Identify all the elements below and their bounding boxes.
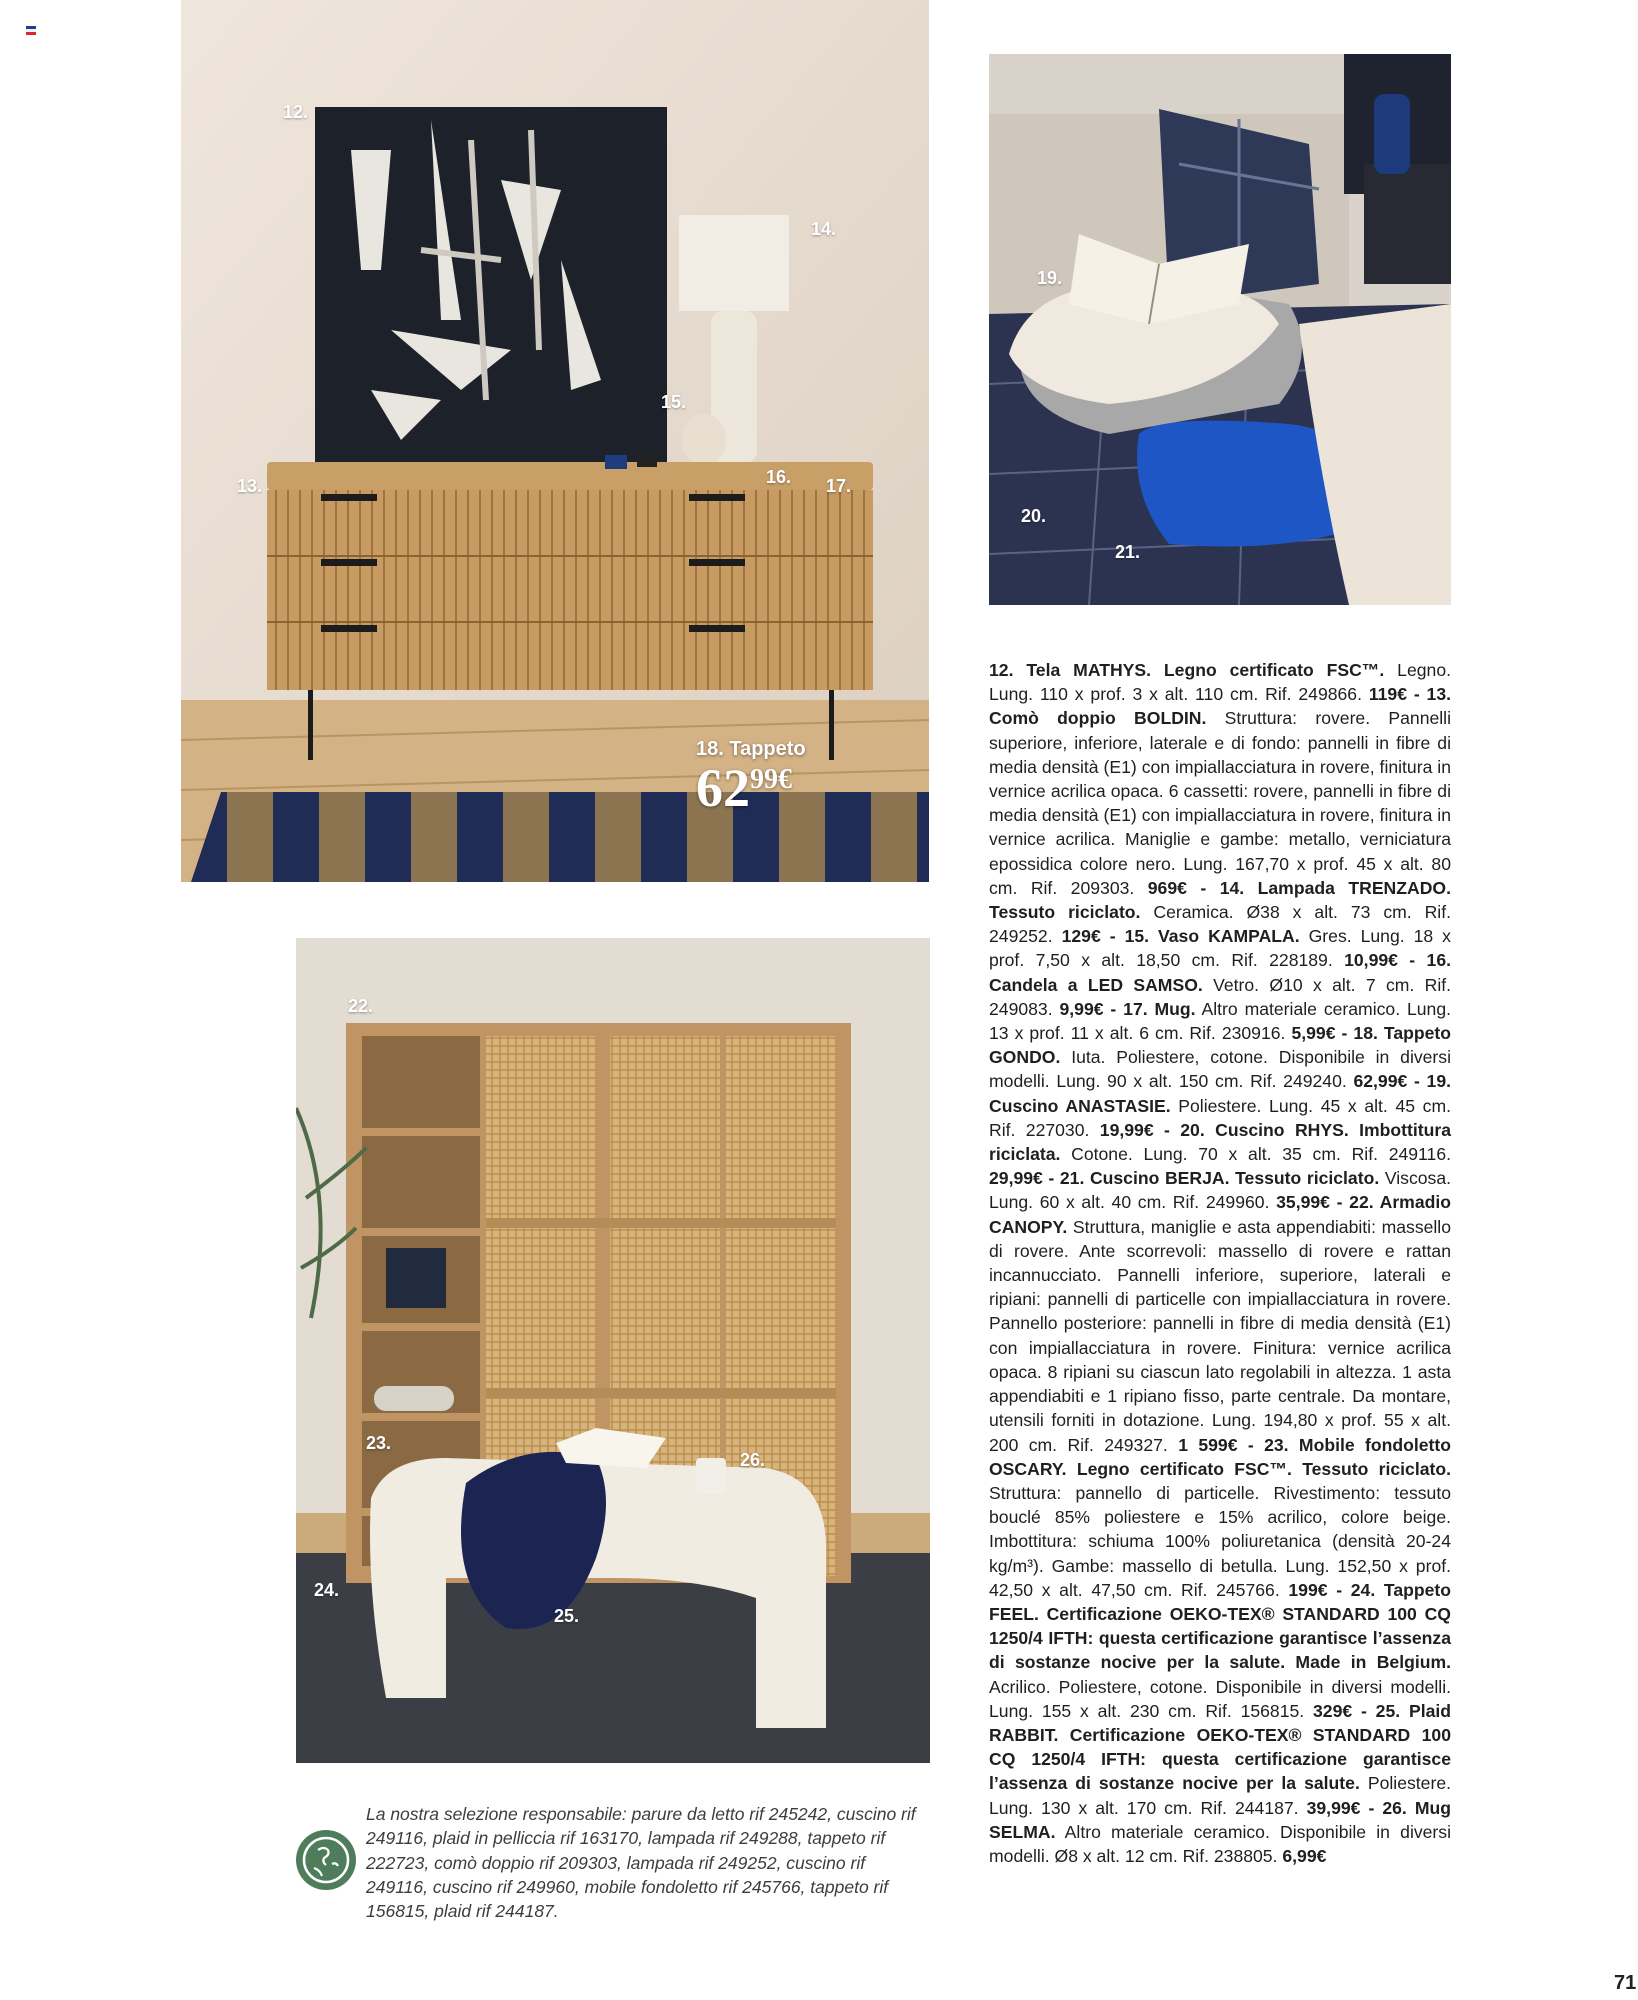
product-heading: 129€ - 15. Vaso KAMPALA. bbox=[1061, 926, 1300, 947]
product-details: Legno. Lung. 110 x prof. 3 x alt. 110 cm. Rif. 249866. bbox=[989, 660, 1451, 705]
product-details: Altro materiale ceramico. Lung. 13 x prof. 11 x alt. 6 cm. Rif. 230916. bbox=[989, 998, 1452, 1044]
label-19: 19. bbox=[1037, 268, 1063, 288]
price-tag-cents: 99€ bbox=[750, 764, 792, 795]
product-details: Struttura, maniglie e asta appendiabiti: massello di rovere. Ante scorrevoli: massello di rovere e rattan incannucciato. Pannelli inferiore, superiore, laterali e ripiani: pannelli di particelle con impiallacciatura in rovere. Pannello posteriore: pannelli in fibre di media densità (E1) con impiallacciatura in rovere. Finitura: vernice acrilica opaca. 8 ripiani su ciascun lato regolabili in altezza. 1 asta appendiabiti e 1 ripiano fisso, parte centrale. Da montare, utensili forniti in dotazione. Lung. 194,80 x prof. 55 x alt. 200 cm. Rif. 249327. bbox=[989, 1216, 1451, 1455]
product-details: Gres. Lung. 18 x prof. 7,50 x alt. 18,50 cm. Rif. 228189. bbox=[989, 926, 1451, 971]
product-details: Cotone. Lung. 70 x alt. 35 cm. Rif. 249116. bbox=[1060, 1144, 1451, 1165]
product-heading: 6,99€ bbox=[1282, 1845, 1327, 1866]
product-heading: 35,99€ - 22. Armadio CANOPY. bbox=[989, 1192, 1451, 1237]
photo-wardrobe bbox=[296, 938, 930, 1763]
label-12: 12. bbox=[283, 102, 309, 122]
product-details: Acrilico. Poliestere, cotone. Disponibile in diversi modelli. Lung. 155 x alt. 230 cm. Rif. 156815. bbox=[989, 1676, 1451, 1721]
product-heading: 19,99€ - 20. Cuscino RHYS. Imbottitura riciclata. bbox=[989, 1119, 1451, 1165]
label-15: 15. bbox=[661, 392, 687, 412]
product-details: Altro materiale ceramico. Disponibile in diversi modelli. Ø8 x alt. 12 cm. Rif. 238805. bbox=[989, 1821, 1451, 1866]
product-heading: 39,99€ - 26. Mug SELMA. bbox=[989, 1797, 1451, 1842]
price-tag bbox=[696, 738, 806, 818]
photo-cushions bbox=[989, 54, 1451, 605]
label-25: 25. bbox=[554, 1606, 580, 1626]
label-16: 16. bbox=[766, 467, 792, 487]
product-details: Ceramica. Ø38 x alt. 73 cm. Rif. 249252. bbox=[989, 902, 1451, 947]
product-heading: 329€ - 25. Plaid RABBIT. Certificazione OEKO-TEX® STANDARD 100 CQ 1250/4 IFTH: questa certificazione garantisce l’assenza di sostanze nocive per la salute. bbox=[989, 1700, 1451, 1794]
product-details: Viscosa. Lung. 60 x alt. 40 cm. Rif. 249960. bbox=[989, 1168, 1451, 1213]
price-tag-label: 18. Tappeto bbox=[696, 738, 806, 760]
product-heading: 62,99€ - 19. Cuscino ANASTASIE. bbox=[989, 1071, 1451, 1116]
label-14: 14. bbox=[811, 219, 837, 239]
product-heading: 9,99€ - 17. Mug. bbox=[1059, 998, 1196, 1019]
price-tag-euros: 62 bbox=[696, 758, 750, 818]
flag-stripe bbox=[26, 32, 36, 35]
label-23: 23. bbox=[366, 1433, 392, 1453]
product-heading: 119€ - 13. Comò doppio BOLDIN. bbox=[989, 684, 1451, 729]
responsible-selection-text: La nostra selezione responsabile: parure da letto rif 245242, cuscino rif 249116, plaid in pelliccia rif 163170, lampada rif 249288, tappeto rif 222723, comò doppio rif 209303, lampada rif 249252, cuscino rif 249116, cuscino rif 249960, mobile fondoletto rif 245766, tappeto rif 156815, plaid rif 244187. bbox=[366, 1804, 916, 1922]
product-details: Struttura: rovere. Pannelli superiore, inferiore, laterale e di fondo: pannelli in fibre di media densità (E1) con impiallacciatura in rovere, finitura in vernice acrilica opaca. 6 cassetti: rovere, pannelli in fibre di media densità (E1) con impiallacciatura in rovere, finitura in vernice acrilica. Maniglie e gambe: metallo, verniciatura epossidica colore nero. Lung. 167,70 x prof. 45 x alt. 80 cm. Rif. 209303. bbox=[989, 708, 1451, 898]
label-17: 17. bbox=[826, 476, 852, 496]
product-heading: 1 599€ - 23. Mobile fondoletto OSCARY. Legno certificato FSC™. Tessuto riciclato. bbox=[989, 1434, 1451, 1479]
label-13: 13. bbox=[237, 476, 263, 496]
globe-hands-icon bbox=[296, 1830, 356, 1890]
product-heading: 199€ - 24. Tappeto FEEL. Certificazione OEKO-TEX® STANDARD 100 CQ 1250/4 IFTH: questa certificazione garantisce l’assenza di sostanze nocive per la salute. Made in Belgium. bbox=[989, 1579, 1451, 1673]
product-details: Vetro. Ø10 x alt. 7 cm. Rif. 249083. bbox=[989, 974, 1452, 1019]
product-details: Struttura: pannello di particelle. Rivestimento: tessuto bouclé 85% poliestere e 15% acrilico, colore beige. Imbottitura: schiuma 100% poliuretanica (densità 20-24 kg/m³). Gambe: massello di betulla. Lung. 152,50 x prof. 42,50 x alt. 47,50 cm. Rif. 245766. bbox=[989, 1482, 1451, 1600]
label-24: 24. bbox=[314, 1580, 340, 1600]
product-heading: 29,99€ - 21. Cuscino BERJA. Tessuto riciclato. bbox=[989, 1168, 1380, 1189]
product-details: Poliestere. Lung. 45 x alt. 45 cm. Rif. 227030. bbox=[989, 1095, 1451, 1140]
photo-dresser bbox=[181, 0, 929, 882]
label-26: 26. bbox=[740, 1450, 766, 1470]
product-description bbox=[989, 658, 1451, 1868]
flag-icon bbox=[26, 26, 36, 35]
product-heading: 5,99€ - 18. Tappeto GONDO. bbox=[989, 1023, 1451, 1068]
label-21: 21. bbox=[1115, 542, 1141, 562]
label-20: 20. bbox=[1021, 506, 1047, 526]
product-details: Poliestere. Lung. 130 x alt. 170 cm. Rif. 244187. bbox=[989, 1773, 1451, 1818]
product-heading: 10,99€ - 16. Candela a LED SAMSO. bbox=[989, 950, 1451, 995]
product-details: Iuta. Poliestere, cotone. Disponibile in diversi modelli. Lung. 90 x alt. 150 cm. Rif. 249240. bbox=[989, 1047, 1451, 1092]
product-heading: 12. Tela MATHYS. Legno certificato FSC™. bbox=[989, 660, 1385, 680]
product-heading: 969€ - 14. Lampada TRENZADO. Tessuto riciclato. bbox=[989, 877, 1451, 923]
label-22: 22. bbox=[348, 996, 374, 1016]
page-number: 71 bbox=[1614, 1972, 1637, 1994]
